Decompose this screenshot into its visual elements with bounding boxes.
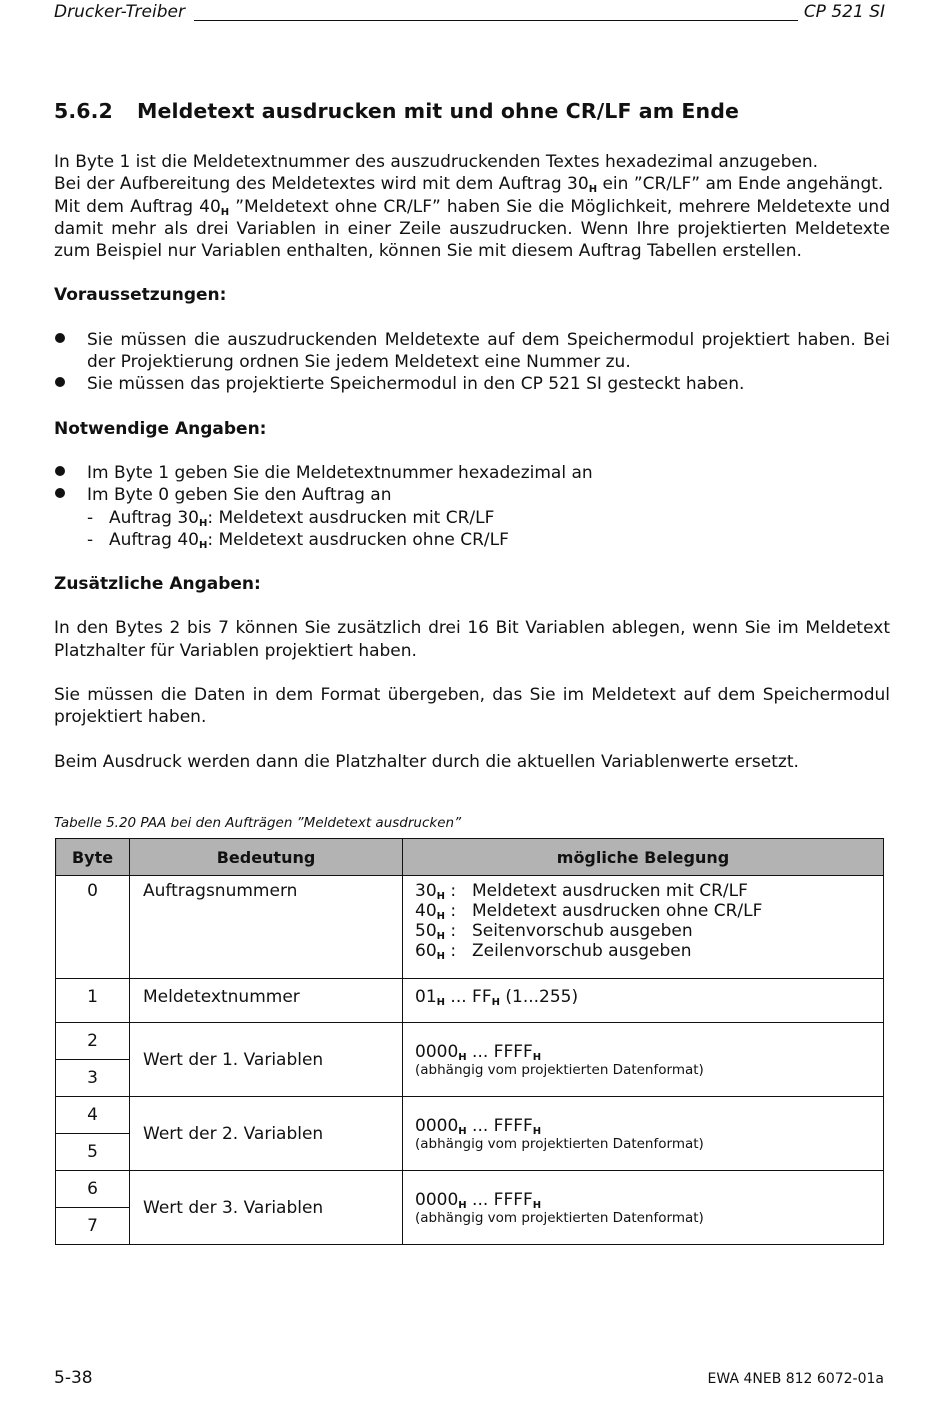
paa-table bbox=[55, 838, 884, 1245]
header-rule bbox=[194, 20, 807, 21]
required-subitem-1: - Auftrag $30_H$: Meldetext ausdrucken mit CR/LF bbox=[87, 507, 495, 529]
assignment-cell: $0000_H$ ... $FFFF_H$ (abhängig vom projektierten Datenformat) bbox=[403, 1171, 884, 1245]
required-subitem-2: - Auftrag $40_H$: Meldetext ausdrucken ohne CR/LF bbox=[87, 529, 509, 551]
intro-paragraph-1: In Byte 1 ist die Meldetextnummer des auszudruckenden Textes hexadezimal anzugeben. bbox=[54, 152, 819, 172]
table-row bbox=[56, 1023, 884, 1060]
additional-heading: Zusätzliche Angaben: bbox=[54, 574, 261, 595]
header-product: CP 521 SI bbox=[798, 2, 885, 22]
assignment-cell: $0000_H$ ... $FFFF_H$ (abhängig vom projektierten Datenformat) bbox=[403, 1023, 884, 1097]
prereq-item-1: Sie müssen die auszudruckenden Meldetexte auf dem Speichermodul projektiert haben. Bei der Projektierung ordnen Sie jedem Meldetext eine Nummer zu. bbox=[54, 329, 890, 374]
bullet-icon bbox=[55, 333, 65, 343]
additional-paragraph-2: Sie müssen die Daten in dem Format übergeben, das Sie im Meldetext auf dem Speichermodul projektiert haben. bbox=[54, 685, 890, 728]
required-item-2: Im Byte 0 geben Sie den Auftrag an bbox=[54, 484, 890, 506]
byte-cell: 3 bbox=[56, 1060, 130, 1097]
byte-cell: 0 bbox=[56, 876, 130, 979]
meaning-cell: Meldetextnummer bbox=[130, 979, 403, 1023]
assignment-cell: $0000_H$ ... $FFFF_H$ (abhängig vom projektierten Datenformat) bbox=[403, 1097, 884, 1171]
table-row bbox=[56, 1171, 884, 1208]
header-byte: Byte bbox=[56, 839, 130, 876]
meaning-cell: Wert der 3. Variablen bbox=[130, 1171, 403, 1245]
header-meaning: Bedeutung bbox=[130, 839, 403, 876]
section-heading bbox=[54, 97, 890, 125]
byte-cell: 2 bbox=[56, 1023, 130, 1060]
table-row bbox=[56, 876, 884, 979]
intro-paragraph-3: Mit dem Auftrag $40_H$ ”Meldetext ohne CR/LF” haben Sie die Möglichkeit, mehrere Meldetexte und damit mehr als drei Variablen in einer Zeile auszudrucken. Wenn Ihre projektierten Meldetexte zum Beispiel nur Variablen enthalten, können Sie mit diesem Auftrag Tabellen erstellen. bbox=[54, 196, 890, 262]
section-title: Meldetext ausdrucken mit und ohne CR/LF am Ende bbox=[137, 99, 740, 123]
bullet-icon bbox=[55, 488, 65, 498]
prereq-item-2: Sie müssen das projektierte Speichermodul in den CP 521 SI gesteckt haben. bbox=[54, 373, 890, 395]
byte-cell: 6 bbox=[56, 1171, 130, 1208]
document-id: EWA 4NEB 812 6072-01a bbox=[707, 1371, 884, 1387]
assignment-cell: $01_H$ ... $FF_H$ (1...255) bbox=[403, 979, 884, 1023]
header-chapter: Drucker-Treiber bbox=[54, 2, 191, 22]
prereq-heading: Voraussetzungen: bbox=[54, 285, 227, 306]
meaning-cell: Wert der 2. Variablen bbox=[130, 1097, 403, 1171]
page-number: 5-38 bbox=[54, 1368, 93, 1388]
byte-cell: 5 bbox=[56, 1134, 130, 1171]
table-caption: Tabelle 5.20 PAA bei den Aufträgen ”Meldetext ausdrucken” bbox=[54, 815, 462, 831]
section-number: 5.6.2 bbox=[54, 99, 113, 123]
header-assignment: mögliche Belegung bbox=[403, 839, 884, 876]
bullet-icon bbox=[55, 466, 65, 476]
bullet-icon bbox=[55, 377, 65, 387]
table-row bbox=[56, 979, 884, 1023]
additional-paragraph-3: Beim Ausdruck werden dann die Platzhalter durch die aktuellen Variablenwerte ersetzt. bbox=[54, 751, 799, 772]
main-content bbox=[54, 97, 890, 773]
page-header bbox=[54, 0, 885, 24]
required-heading: Notwendige Angaben: bbox=[54, 418, 267, 439]
byte-cell: 1 bbox=[56, 979, 130, 1023]
table-row bbox=[56, 1097, 884, 1134]
assignment-cell: $30_H$ : Meldetext ausdrucken mit CR/LF $40_H$ : Meldetext ausdrucken ohne CR/LF $50_H$ : Seitenvorschub ausgeben $60_H$ : Zeilenvorschub ausgeben bbox=[403, 876, 884, 979]
meaning-cell: Wert der 1. Variablen bbox=[130, 1023, 403, 1097]
meaning-cell: Auftragsnummern bbox=[130, 876, 403, 979]
intro-paragraph-2: Bei der Aufbereitung des Meldetextes wird mit dem Auftrag $30_H$ ein ”CR/LF” am Ende angehängt. bbox=[54, 174, 884, 196]
table-header-row bbox=[56, 839, 884, 876]
additional-paragraph-1: In den Bytes 2 bis 7 können Sie zusätzlich drei 16 Bit Variablen ablegen, wenn Sie im Meldetext Platzhalter für Variablen projektiert haben. bbox=[54, 618, 890, 661]
byte-cell: 7 bbox=[56, 1208, 130, 1245]
byte-cell: 4 bbox=[56, 1097, 130, 1134]
required-item-1: Im Byte 1 geben Sie die Meldetextnummer hexadezimal an bbox=[54, 462, 890, 484]
